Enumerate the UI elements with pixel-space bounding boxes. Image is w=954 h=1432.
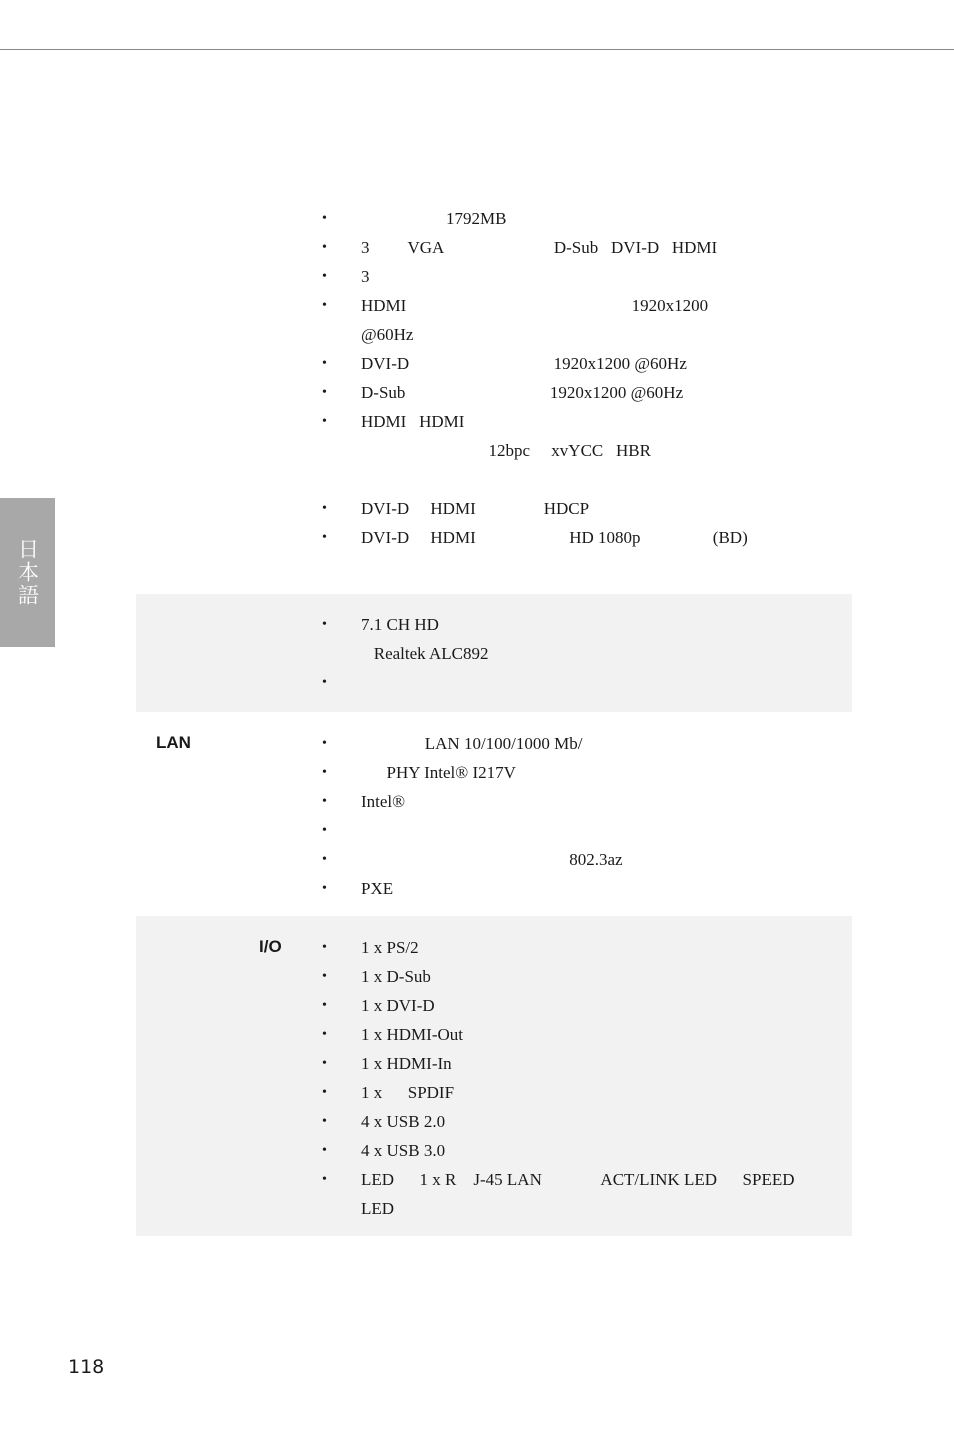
list-item: • Intel® <box>341 787 623 816</box>
list-item: • 802.3az <box>341 845 623 874</box>
io-list <box>341 933 794 1223</box>
list-item: • 4 x USB 3.0 <box>341 1136 794 1165</box>
list-item: • 1 x DVI-D <box>341 991 794 1020</box>
graphics-section <box>136 204 852 594</box>
list-item: • 1 x D-Sub <box>341 962 794 991</box>
list-item: • 7.1 CH HD Realtek ALC892 <box>341 610 488 668</box>
list-item: • 1 x HDMI-In <box>341 1049 794 1078</box>
list-item: • 1792MB <box>341 204 748 233</box>
list-item: • PXE <box>341 874 623 903</box>
list-item: • 3 VGA D-Sub DVI-D HDMI <box>341 233 748 262</box>
list-item: • LAN 10/100/1000 Mb/ <box>341 729 623 758</box>
list-item: • 3 <box>341 262 748 291</box>
top-rule <box>0 49 954 50</box>
list-item <box>341 668 488 697</box>
list-item: • DVI-D 1920x1200 @60Hz <box>341 349 748 378</box>
io-label: I/O <box>259 937 282 956</box>
list-item: • 1 x HDMI-Out <box>341 1020 794 1049</box>
list-item: • 4 x USB 2.0 <box>341 1107 794 1136</box>
audio-list <box>341 610 488 697</box>
io-section <box>136 916 852 1236</box>
list-item: • PHY Intel® I217V <box>341 758 623 787</box>
list-item: • DVI-D HDMI HDCP <box>341 494 748 523</box>
list-item: • 1 x PS/2 <box>341 933 794 962</box>
list-item <box>341 816 623 845</box>
language-tab <box>0 498 55 647</box>
list-item: • DVI-D HDMI HD 1080p (BD) <box>341 523 748 552</box>
audio-section <box>136 594 852 712</box>
lan-list <box>341 729 623 903</box>
list-item: • 1 x SPDIF <box>341 1078 794 1107</box>
list-item: • D-Sub 1920x1200 @60Hz <box>341 378 748 407</box>
list-item: • HDMI 1920x1200 @60Hz <box>341 291 748 349</box>
lan-section <box>136 712 852 916</box>
lan-label: LAN <box>156 733 191 752</box>
list-item: • LED 1 x R J-45 LAN ACT/LINK LED SPEED LED <box>341 1165 794 1223</box>
language-tab-label: 日本語 <box>15 538 40 607</box>
graphics-list <box>341 204 748 552</box>
list-item: • HDMI HDMI 12bpc xvYCC HBR <box>341 407 748 465</box>
page-number: 118 <box>68 1356 105 1378</box>
